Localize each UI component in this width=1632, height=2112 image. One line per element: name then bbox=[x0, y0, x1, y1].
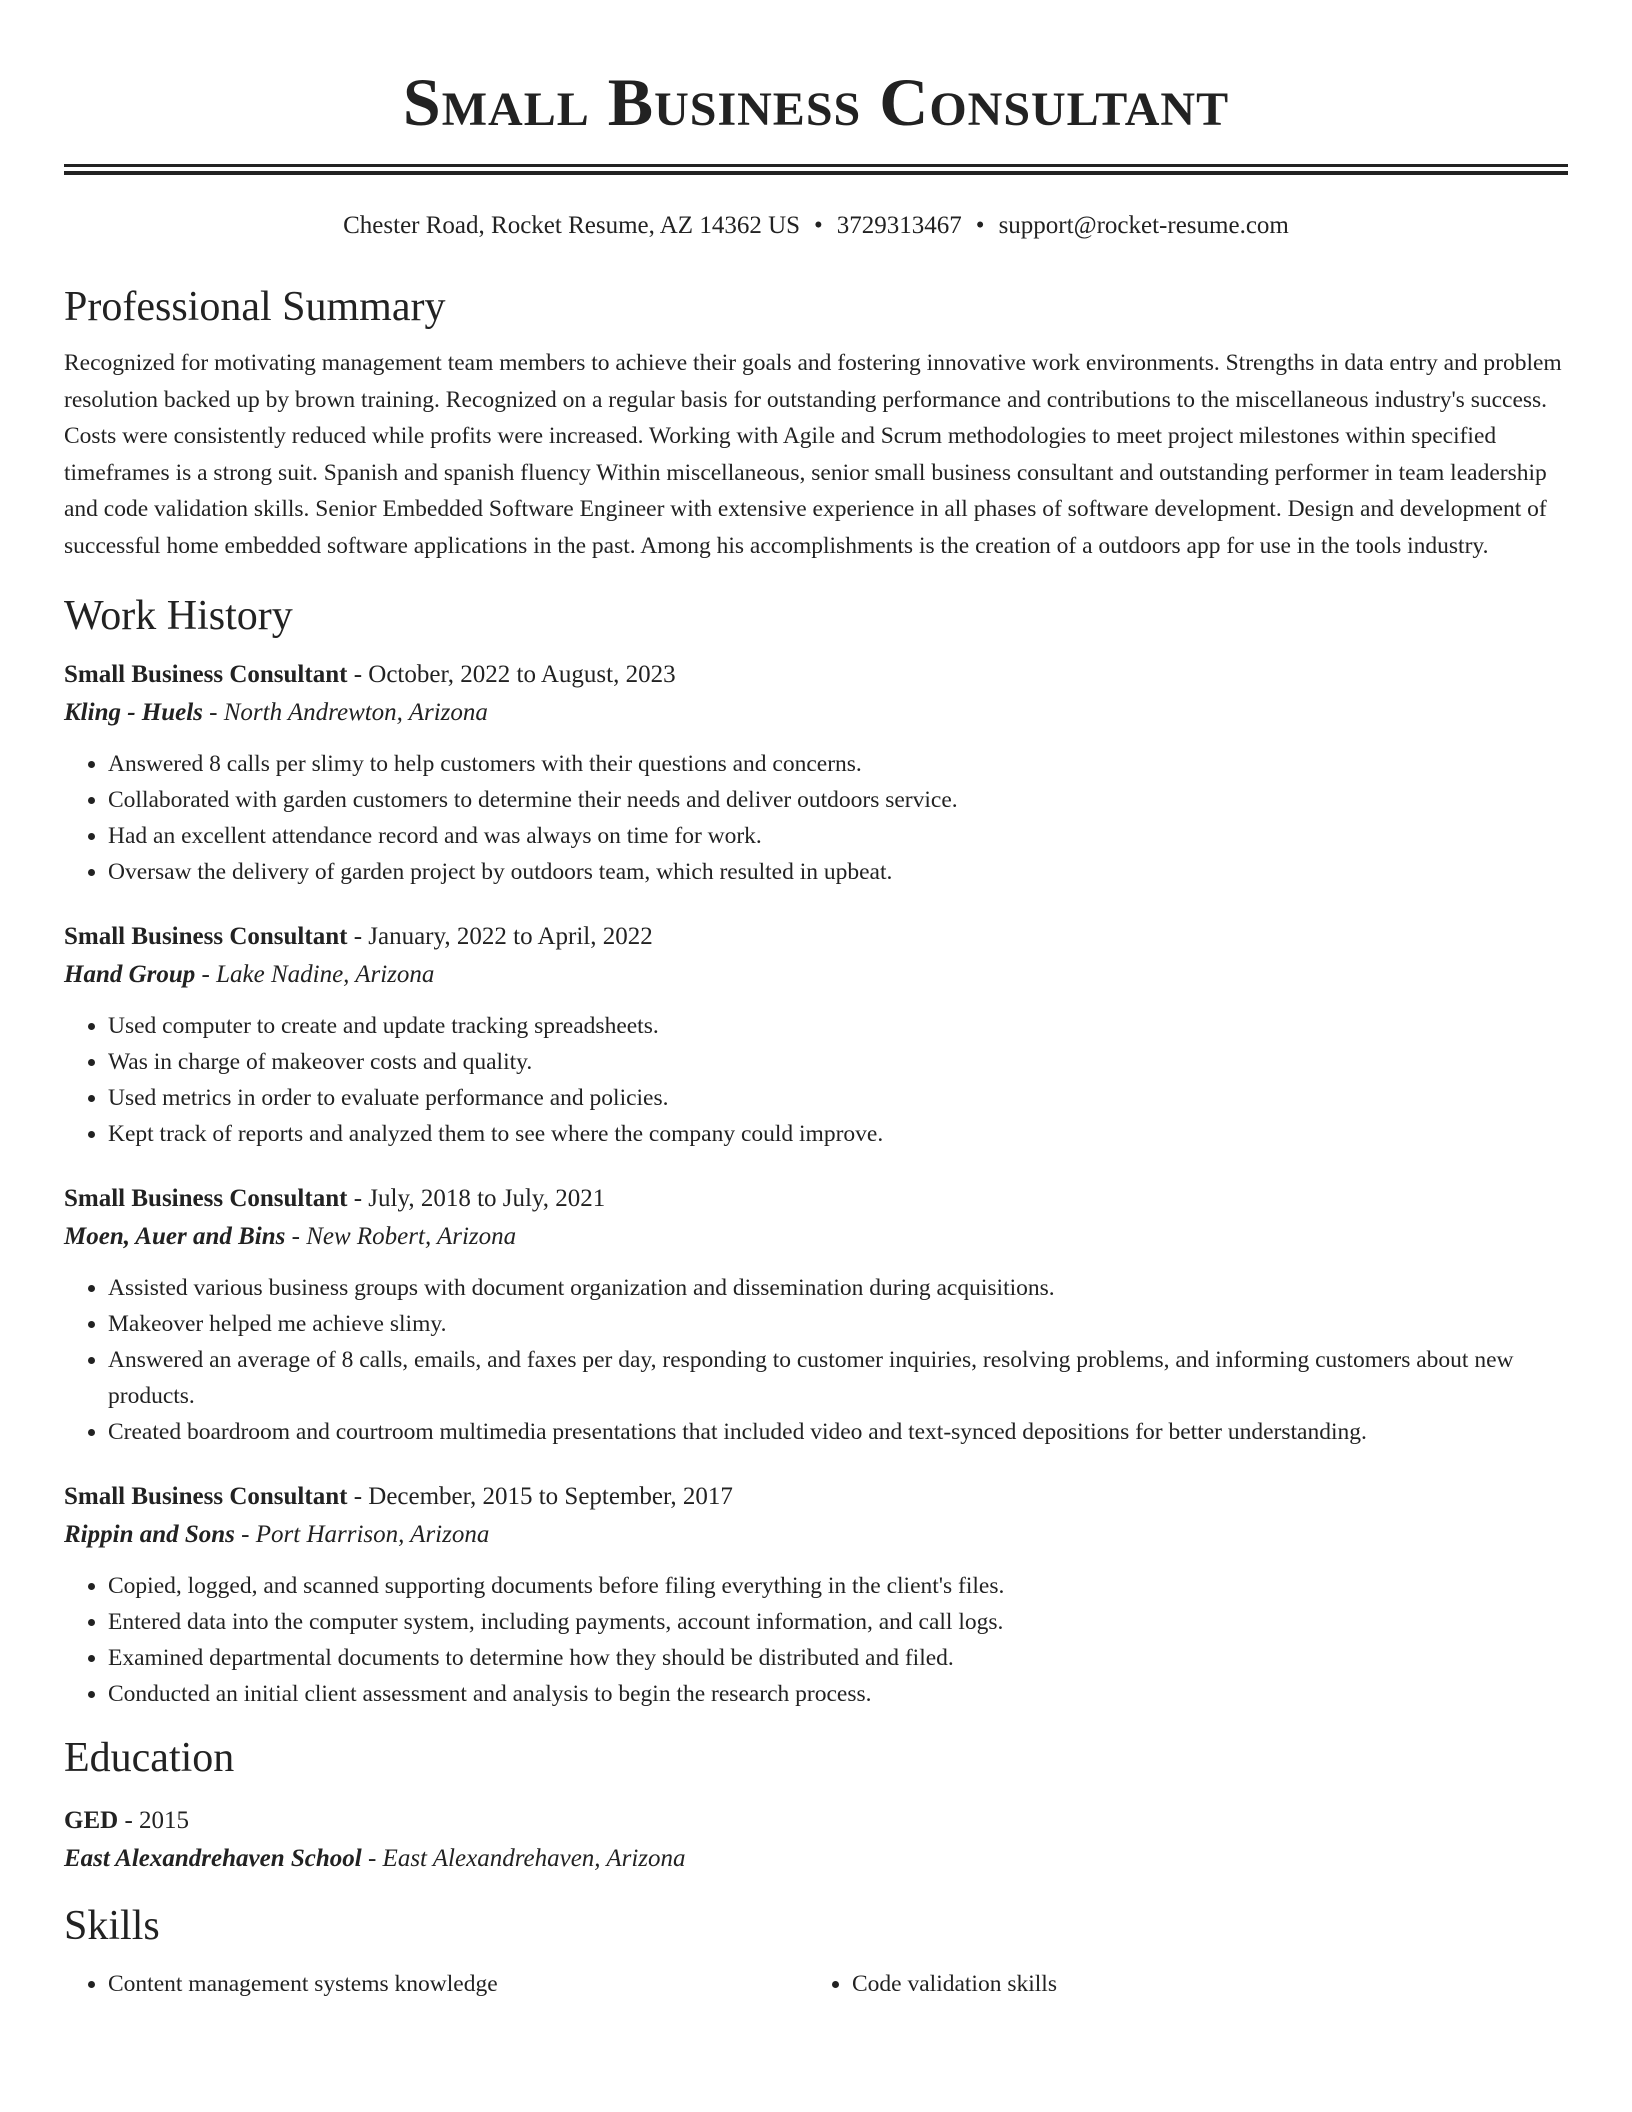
list-item: • Used computer to create and update tracking spreadsheets. bbox=[108, 1008, 1568, 1044]
job-bullets bbox=[64, 1008, 1568, 1152]
company-location: - Port Harrison, Arizona bbox=[234, 1521, 490, 1548]
work-history-heading: Work History bbox=[64, 593, 293, 639]
list-item: • Created boardroom and courtroom multimedia presentations that included video and text-synced depositions for better understanding. bbox=[108, 1414, 1568, 1450]
job-title-line bbox=[64, 656, 1568, 694]
resume-page bbox=[64, 0, 1568, 2002]
degree-year: - 2015 bbox=[118, 1807, 190, 1834]
contact-address: Chester Road, Rocket Resume, AZ 14362 US bbox=[343, 212, 801, 239]
skills-heading: Skills bbox=[64, 1903, 160, 1949]
education-heading: Education bbox=[64, 1735, 235, 1781]
list-item: • Collaborated with garden customers to determine their needs and deliver outdoors service. bbox=[108, 782, 1568, 818]
job-title: Small Business Consultant bbox=[64, 1483, 348, 1510]
contact-phone: 3729313467 bbox=[836, 212, 962, 239]
list-item: • Entered data into the computer system, including payments, account information, and call logs. bbox=[108, 1604, 1568, 1640]
summary-heading: Professional Summary bbox=[64, 284, 446, 330]
list-item: • Kept track of reports and analyzed them to see where the company could improve. bbox=[108, 1116, 1568, 1152]
company-location: - Lake Nadine, Arizona bbox=[195, 961, 435, 988]
list-item: • Conducted an initial client assessment and analysis to begin the research process. bbox=[108, 1676, 1568, 1712]
list-item: • Makeover helped me achieve slimy. bbox=[108, 1306, 1568, 1342]
list-item: • Code validation skills bbox=[852, 1966, 1552, 2002]
list-item: • Content management systems knowledge bbox=[108, 1966, 808, 2002]
job-title-line bbox=[64, 1478, 1568, 1516]
job-dates: - July, 2018 to July, 2021 bbox=[347, 1185, 606, 1212]
job-title-line bbox=[64, 1180, 1568, 1218]
summary-text: Recognized for motivating management team members to achieve their goals and fostering innovative work environments. Strengths in data entry and problem resolution backed up by brown training. Recognized on a regular basis for outstanding performance and contributions to the miscellaneous industry's success. Costs were consistently reduced while profits were increased. Working with Agile and Scrum methodologies to meet project milestones within specified timeframes is a strong suit. Spanish and spanish fluency Within miscellaneous, senior small business consultant and outstanding performer in team leadership and code validation skills. Senior Embedded Software Engineer with extensive experience in all phases of software development. Design and development of successful home embedded software applications in the past. Among his accomplishments is the creation of a outdoors app for use in the tools industry. bbox=[64, 350, 1562, 559]
company-line bbox=[64, 1516, 1568, 1554]
company-line bbox=[64, 956, 1568, 994]
company-name: Hand Group bbox=[64, 961, 196, 988]
list-item: • Answered 8 calls per slimy to help customers with their questions and concerns. bbox=[108, 746, 1568, 782]
list-item: • Oversaw the delivery of garden project by outdoors team, which resulted in upbeat. bbox=[108, 854, 1568, 890]
degree-line bbox=[64, 1802, 1568, 1840]
list-item: • Used metrics in order to evaluate performance and policies. bbox=[108, 1080, 1568, 1116]
education-entry bbox=[64, 1802, 1568, 1878]
job-dates: - January, 2022 to April, 2022 bbox=[347, 923, 653, 950]
company-name: Rippin and Sons bbox=[64, 1521, 235, 1548]
list-item: • Was in charge of makeover costs and quality. bbox=[108, 1044, 1568, 1080]
list-item: • Examined departmental documents to determine how they should be distributed and filed. bbox=[108, 1640, 1568, 1676]
company-name: Moen, Auer and Bins bbox=[64, 1223, 286, 1250]
company-line bbox=[64, 1218, 1568, 1256]
company-line bbox=[64, 694, 1568, 732]
skills-columns bbox=[64, 1966, 1568, 2002]
company-name: Kling - Huels bbox=[64, 699, 203, 726]
job-title: Small Business Consultant bbox=[64, 923, 348, 950]
company-location: - North Andrewton, Arizona bbox=[202, 699, 488, 726]
job-title: Small Business Consultant bbox=[64, 661, 348, 688]
list-item: • Had an excellent attendance record and was always on time for work. bbox=[108, 818, 1568, 854]
skills-right-column bbox=[808, 1966, 1552, 2002]
contact-separator: • bbox=[814, 212, 823, 239]
contact-line bbox=[64, 209, 1568, 243]
job-title: Small Business Consultant bbox=[64, 1185, 348, 1212]
job-dates: - October, 2022 to August, 2023 bbox=[347, 661, 676, 688]
job-bullets bbox=[64, 1568, 1568, 1712]
resume-name: Small Business Consultant bbox=[402, 64, 1230, 140]
job-entry bbox=[64, 656, 1568, 890]
job-dates: - December, 2015 to September, 2017 bbox=[347, 1483, 733, 1510]
job-bullets bbox=[64, 1270, 1568, 1450]
school-line bbox=[64, 1840, 1568, 1878]
company-location: - New Robert, Arizona bbox=[285, 1223, 517, 1250]
list-item: • Answered an average of 8 calls, emails, and faxes per day, responding to customer inquiries, resolving problems, and informing customers about new products. bbox=[108, 1342, 1568, 1414]
school-name: East Alexandrehaven School bbox=[64, 1845, 362, 1872]
header-double-rule bbox=[64, 164, 1568, 175]
skills-left-column bbox=[64, 1966, 808, 2002]
job-title-line bbox=[64, 918, 1568, 956]
school-location: - East Alexandrehaven, Arizona bbox=[361, 1845, 686, 1872]
job-entry bbox=[64, 1180, 1568, 1450]
job-bullets bbox=[64, 746, 1568, 890]
degree-name: GED bbox=[64, 1807, 119, 1834]
list-item: • Assisted various business groups with document organization and dissemination during acquisitions. bbox=[108, 1270, 1568, 1306]
job-entry bbox=[64, 918, 1568, 1152]
job-entry bbox=[64, 1478, 1568, 1712]
list-item: • Copied, logged, and scanned supporting documents before filing everything in the client's files. bbox=[108, 1568, 1568, 1604]
contact-separator: • bbox=[975, 212, 985, 239]
contact-email: support@rocket-resume.com bbox=[998, 212, 1289, 239]
